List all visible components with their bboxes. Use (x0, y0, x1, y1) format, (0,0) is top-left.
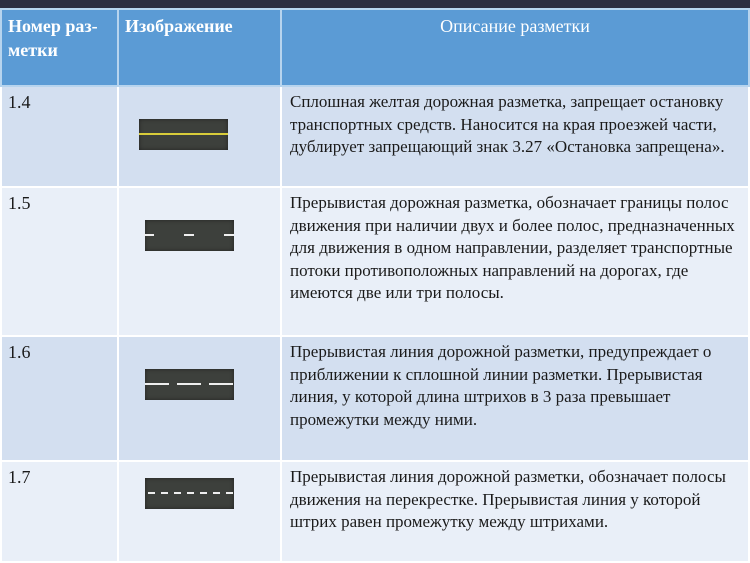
road-solid-yellow-image (139, 119, 228, 150)
road-dashed-long-image (145, 369, 234, 400)
table-row (1, 336, 749, 461)
header-image: Изображение (118, 9, 281, 86)
road-dashed-equal-image (145, 478, 234, 509)
marking-number: 1.4 (1, 86, 118, 187)
table-header (1, 9, 749, 86)
marking-number: 1.7 (1, 461, 118, 562)
marking-image-cell (118, 461, 281, 562)
marking-image-cell (118, 86, 281, 187)
marking-image-cell (118, 336, 281, 461)
marking-description: Прерывистая дорожная разметка, обозначает границы полос движения при наличии двух и более полос, предназначенных для движения в одном направлении, разделяет транспортные потоки противоположных направлений на дорогах, где имеются две или три полосы. (281, 187, 749, 336)
marking-description: Прерывистая линия дорожной разметки, предупреждает о приближении к сплошной линии разметки. Прерывистая линия, у которой длина штрихов в 3 раза превышает промежутки между ними. (281, 336, 749, 461)
marking-image-cell (118, 187, 281, 336)
marking-number: 1.6 (1, 336, 118, 461)
road-marking-table (0, 8, 750, 563)
table-row (1, 461, 749, 562)
marking-description: Сплошная желтая дорожная разметка, запрещает остановку транспортных средств. Наносится на края проезжей части, дублирует запрещающий знак 3.27 «Остановка запрещена». (281, 86, 749, 187)
table-row (1, 86, 749, 187)
road-dashed-short-image (145, 220, 234, 251)
header-description: Описание разметки (281, 9, 749, 86)
marking-description: Прерывистая линия дорожной разметки, обозначает полосы движения на перекрестке. Прерывистая линия у которой штрих равен промежутку между штрихами. (281, 461, 749, 562)
header-number: Номер раз-метки (1, 9, 118, 86)
marking-number: 1.5 (1, 187, 118, 336)
top-bar (0, 0, 750, 8)
table-row (1, 187, 749, 336)
